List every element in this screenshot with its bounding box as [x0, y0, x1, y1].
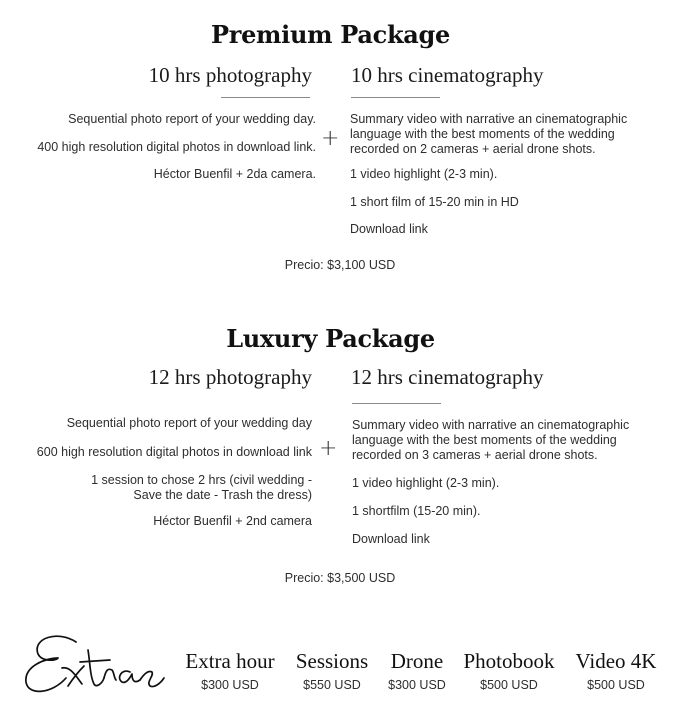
- luxury-cine-item: Download link: [352, 532, 430, 546]
- luxury-package-title: Luxury Package: [226, 324, 435, 353]
- luxury-cine-item: Summary video with narrative an cinematographic language with the best moments of the wedding recorded on 3 cameras + aerial drone shots.: [352, 418, 630, 462]
- premium-cine-item: 1 video highlight (2-3 min).: [350, 167, 498, 181]
- premium-photo-item: 400 high resolution digital photos in download link.: [37, 140, 316, 154]
- sessions-name: Sessions: [295, 649, 369, 673]
- luxury-photo-item: 1 session to chose 2 hrs (civil wedding - Save the date - Trash the dress): [91, 473, 312, 502]
- premium-photo-item: Héctor Buenfil + 2da camera.: [153, 167, 316, 181]
- luxury-photo-item: Héctor Buenfil + 2nd camera: [153, 514, 312, 528]
- sessions-price: $550 USD: [303, 678, 361, 692]
- photobook-price: $500 USD: [480, 678, 538, 692]
- luxury-price: Precio: $3,500 USD: [284, 571, 396, 585]
- luxury-plus-icon: +: [319, 436, 338, 461]
- photobook-name: Photobook: [463, 649, 555, 673]
- luxury-photo-item: 600 high resolution digital photos in download link: [36, 445, 312, 459]
- luxury-cine-heading: 12 hrs cinematography: [351, 365, 544, 389]
- premium-cine-heading: 10 hrs cinematography: [351, 63, 544, 87]
- premium-cine-item: 1 short film of 15-20 min in HD: [350, 195, 519, 209]
- luxury-cine-item: 1 shortfilm (15-20 min).: [352, 504, 481, 518]
- luxury-photo-item: Sequential photo report of your wedding day: [66, 416, 312, 430]
- video-4k-price: $500 USD: [587, 678, 645, 692]
- premium-photo-item: Sequential photo report of your wedding day.: [68, 112, 316, 126]
- premium-package-title: Premium Package: [211, 20, 450, 49]
- extra-hour-name: Extra hour: [185, 649, 275, 673]
- drone-price: $300 USD: [388, 678, 446, 692]
- extras-script-heading: [18, 628, 166, 700]
- premium-cine-item: Download link: [350, 222, 428, 236]
- luxury-cine-divider: [352, 403, 441, 404]
- premium-price: Precio: $3,100 USD: [284, 258, 396, 272]
- luxury-photo-heading: 12 hrs photography: [148, 365, 312, 389]
- premium-plus-icon: +: [321, 126, 340, 151]
- luxury-cine-item: 1 video highlight (2-3 min).: [352, 476, 500, 490]
- premium-cine-item: Summary video with narrative an cinematographic language with the best moments of the wedding recorded on 2 cameras + aerial drone shots.: [350, 112, 628, 156]
- premium-photo-divider: [221, 97, 310, 98]
- drone-name: Drone: [390, 649, 444, 673]
- premium-cine-divider: [351, 97, 440, 98]
- extras-script-logo: [18, 628, 166, 700]
- video-4k-name: Video 4K: [575, 649, 657, 673]
- extra-hour-price: $300 USD: [201, 678, 259, 692]
- premium-photo-heading: 10 hrs photography: [148, 63, 312, 87]
